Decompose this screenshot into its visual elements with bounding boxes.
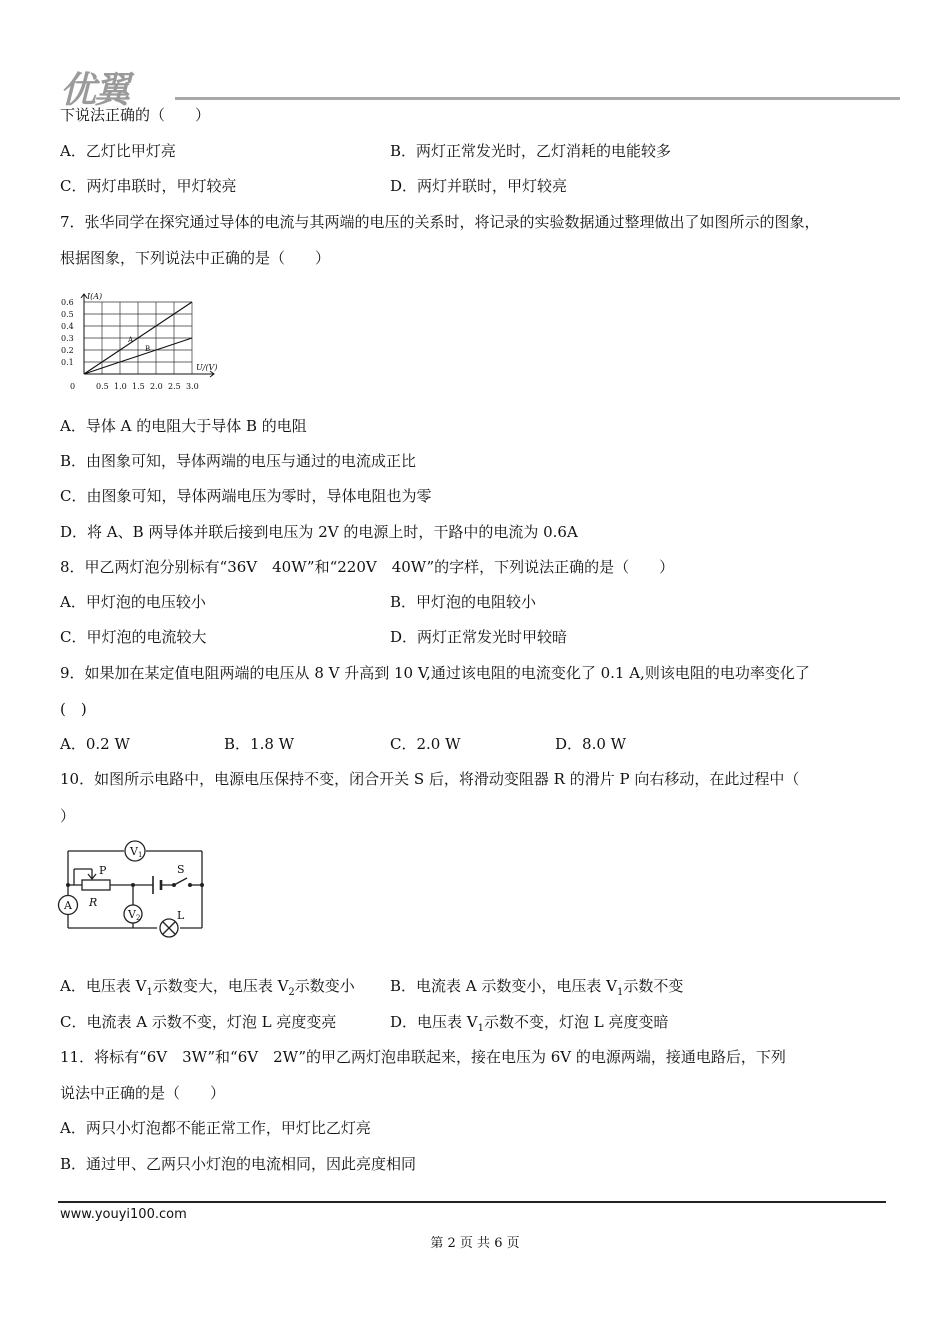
q9-stem-line1: 9．如果加在某定值电阻两端的电压从 8 V 升高到 10 V,通过该电阻的电流变化了 0.1 A,则该电阻的电功率变化了 [60,664,810,682]
y-tick-label: 0.5 [61,310,74,319]
series-label-b: B [145,345,151,353]
y-tick-label: 0.1 [61,358,74,367]
y-tick-label: 0.6 [61,298,74,307]
q10-option-a: A．电压表 $V_1$示数变大，电压表 $V_2$示数变小 [60,977,355,998]
q10-option-d: D．电压表 $V_1$示数不变，灯泡 L 亮度变暗 [390,1013,669,1034]
junction-dot [66,883,70,887]
q8-option-a: A．甲灯泡的电压较小 [60,593,206,611]
lamp-label: L [177,909,185,922]
q7-option-d: D．将 A、B 两导体并联后接到电压为 2V 的电源上时，干路中的电流为 0.6A [60,523,578,541]
origin-label: 0 [70,382,76,391]
junction-dot [200,883,204,887]
q6-stem-tail: 下说法正确的（ ） [60,106,211,124]
footer-rule [58,1201,886,1203]
y-axis-label: I(A) [87,292,103,301]
resistor-label: R [89,896,98,909]
circuit-diagram [56,836,208,940]
junction-dot [131,883,135,887]
footer-url: www.youyi100.com [60,1207,187,1222]
x-tick-label: 2.0 [150,382,163,391]
x-axis-label: U/(V) [196,363,218,372]
q8-option-d: D．两灯正常发光时甲较暗 [390,628,568,646]
ammeter-label: A [64,899,72,912]
x-tick-label: 1.5 [132,382,145,391]
q9-option-a: A．0.2 W [60,735,130,753]
slider-label: P [99,864,107,877]
q9-option-c: C．2.0 W [390,735,461,753]
switch-terminal [172,883,176,887]
page-number: 第 2 页 共 6 页 [430,1236,520,1251]
q6-option-c: C．两灯串联时，甲灯较亮 [60,177,237,195]
q10-option-b: B．电流表 A 示数变小，电压表 $V_1$示数不变 [390,977,684,998]
q11-stem-line1: 11．将标有“6V 3W”和“6V 2W”的甲乙两灯泡串联起来，接在电压为 6V 的电源两端，接通电路后，下列 [60,1048,786,1066]
switch-terminal [188,883,192,887]
q9-option-d: D．8.0 W [555,735,627,753]
q10-stem-line1: 10．如图所示电路中，电源电压保持不变，闭合开关 S 后，将滑动变阻器 R 的滑片 P 向右移动，在此过程中（ [60,770,800,788]
v2-label: V2 [128,908,141,922]
header-rule [175,97,900,100]
q9-stem-line2: ( ) [60,700,87,718]
q11-option-a: A．两只小灯泡都不能正常工作，甲灯比乙灯亮 [60,1119,371,1137]
chart-grid [81,294,214,377]
q10-option-c: C．电流表 A 示数不变，灯泡 L 亮度变亮 [60,1013,337,1031]
q8-stem: 8．甲乙两灯泡分别标有“36V 40W”和“220V 40W”的字样，下列说法正确的是（ ） [60,558,675,576]
iu-graph [56,282,232,396]
q7-stem-line2: 根据图象，下列说法中正确的是（ ） [60,249,331,267]
y-tick-label: 0.3 [61,334,74,343]
q10-stem-line2: ） [60,807,76,825]
series-label-a: A [128,336,134,344]
y-tick-label: 0.4 [61,322,74,331]
y-tick-label: 0.2 [61,346,74,355]
q8-option-c: C．甲灯泡的电流较大 [60,628,207,646]
x-tick-label: 1.0 [114,382,127,391]
x-tick-label: 3.0 [186,382,199,391]
q9-option-b: B．1.8 W [224,735,295,753]
q7-stem-line1: 7．张华同学在探究通过导体的电流与其两端的电压的关系时，将记录的实验数据通过整理做出了如图所示的图象， [60,213,820,231]
q6-option-d: D．两灯并联时，甲灯较亮 [390,177,568,195]
q7-option-c: C．由图象可知，导体两端电压为零时，导体电阻也为零 [60,487,432,505]
v1-label: V1 [130,845,143,859]
x-tick-label: 2.5 [168,382,181,391]
q11-option-b: B．通过甲、乙两只小灯泡的电流相同，因此亮度相同 [60,1155,417,1173]
q11-stem-line2: 说法中正确的是（ ） [60,1084,226,1102]
q8-option-b: B．甲灯泡的电阻较小 [390,593,537,611]
q7-option-b: B．由图象可知，导体两端的电压与通过的电流成正比 [60,452,417,470]
switch-label: S [177,863,185,876]
logo: 优翼 [60,70,129,111]
x-tick-label: 0.5 [96,382,109,391]
q7-option-a: A．导体 A 的电阻大于导体 B 的电阻 [60,417,307,435]
q6-option-b: B．两灯正常发光时，乙灯消耗的电能较多 [390,142,672,160]
q6-option-a: A．乙灯比甲灯亮 [60,142,176,160]
